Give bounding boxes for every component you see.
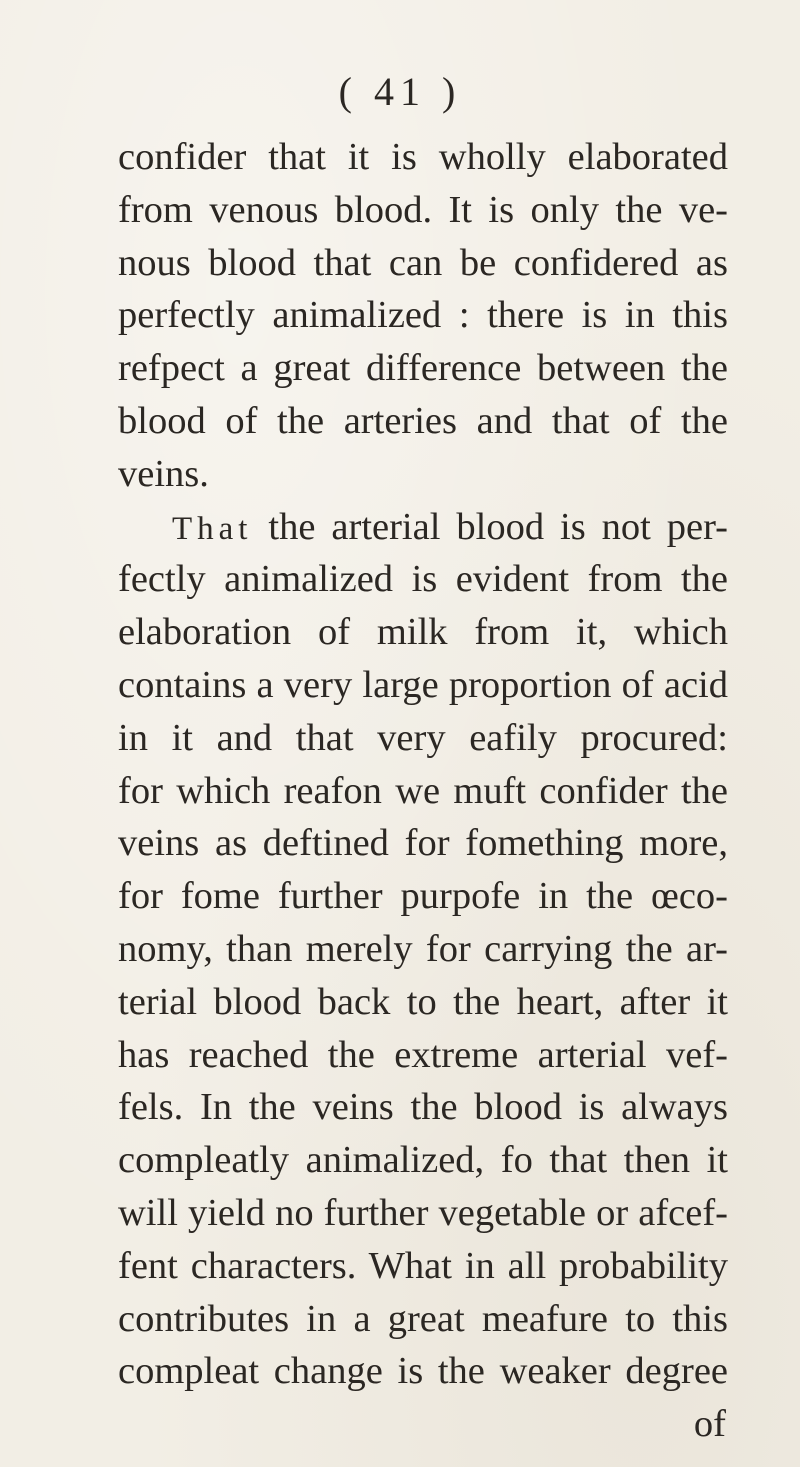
text-line: for which reafon we muft confider the [118,769,728,812]
body-text [118,131,728,1451]
text-line: nomy, than merely for carrying the ar- [118,927,728,970]
page-number: ( 41 ) [338,69,462,114]
text-line: compleatly animalized, fo that then it [118,1139,728,1182]
text-line: nous blood that can be confidered as [118,241,728,284]
text-line-rest: the arterial blood is not per- [252,505,728,548]
text-line: elaboration of milk from it, which [118,611,728,654]
text-line: fels. In the veins the blood is always [118,1086,728,1129]
text-line: terial blood back to the heart, after it [118,980,728,1023]
text-line: contains a very large proportion of acid [118,663,728,706]
text-line: compleat change is the weaker degree [118,1350,728,1393]
text-line: from venous blood. It is only the ve- [118,188,728,231]
text-line: contributes in a great meafure to this [118,1297,728,1340]
text-line: perfectly animalized : there is in this [118,294,728,337]
paragraph-opening-line [118,501,728,554]
text-line: will yield no further vegetable or afcef- [118,1191,728,1234]
text-line: blood of the arteries and that of the [118,399,728,442]
text-line: veins. [118,452,209,495]
text-line: for fome further purpofe in the œco- [118,875,728,918]
text-line: fectly animalized is evident from the [118,558,728,601]
text-line: veins as deftined for fomething more, [118,822,728,865]
text-line: fent characters. What in all probability [118,1244,728,1287]
catchword: of [693,1403,726,1446]
text-line: in it and that very eafily procured: [118,716,728,759]
small-caps-lead: That [172,510,253,547]
text-line: confider that it is wholly elaborated [118,136,728,178]
text-line: refpect a great difference between the [118,347,728,390]
text-line: has reached the extreme arterial vef- [118,1033,728,1076]
